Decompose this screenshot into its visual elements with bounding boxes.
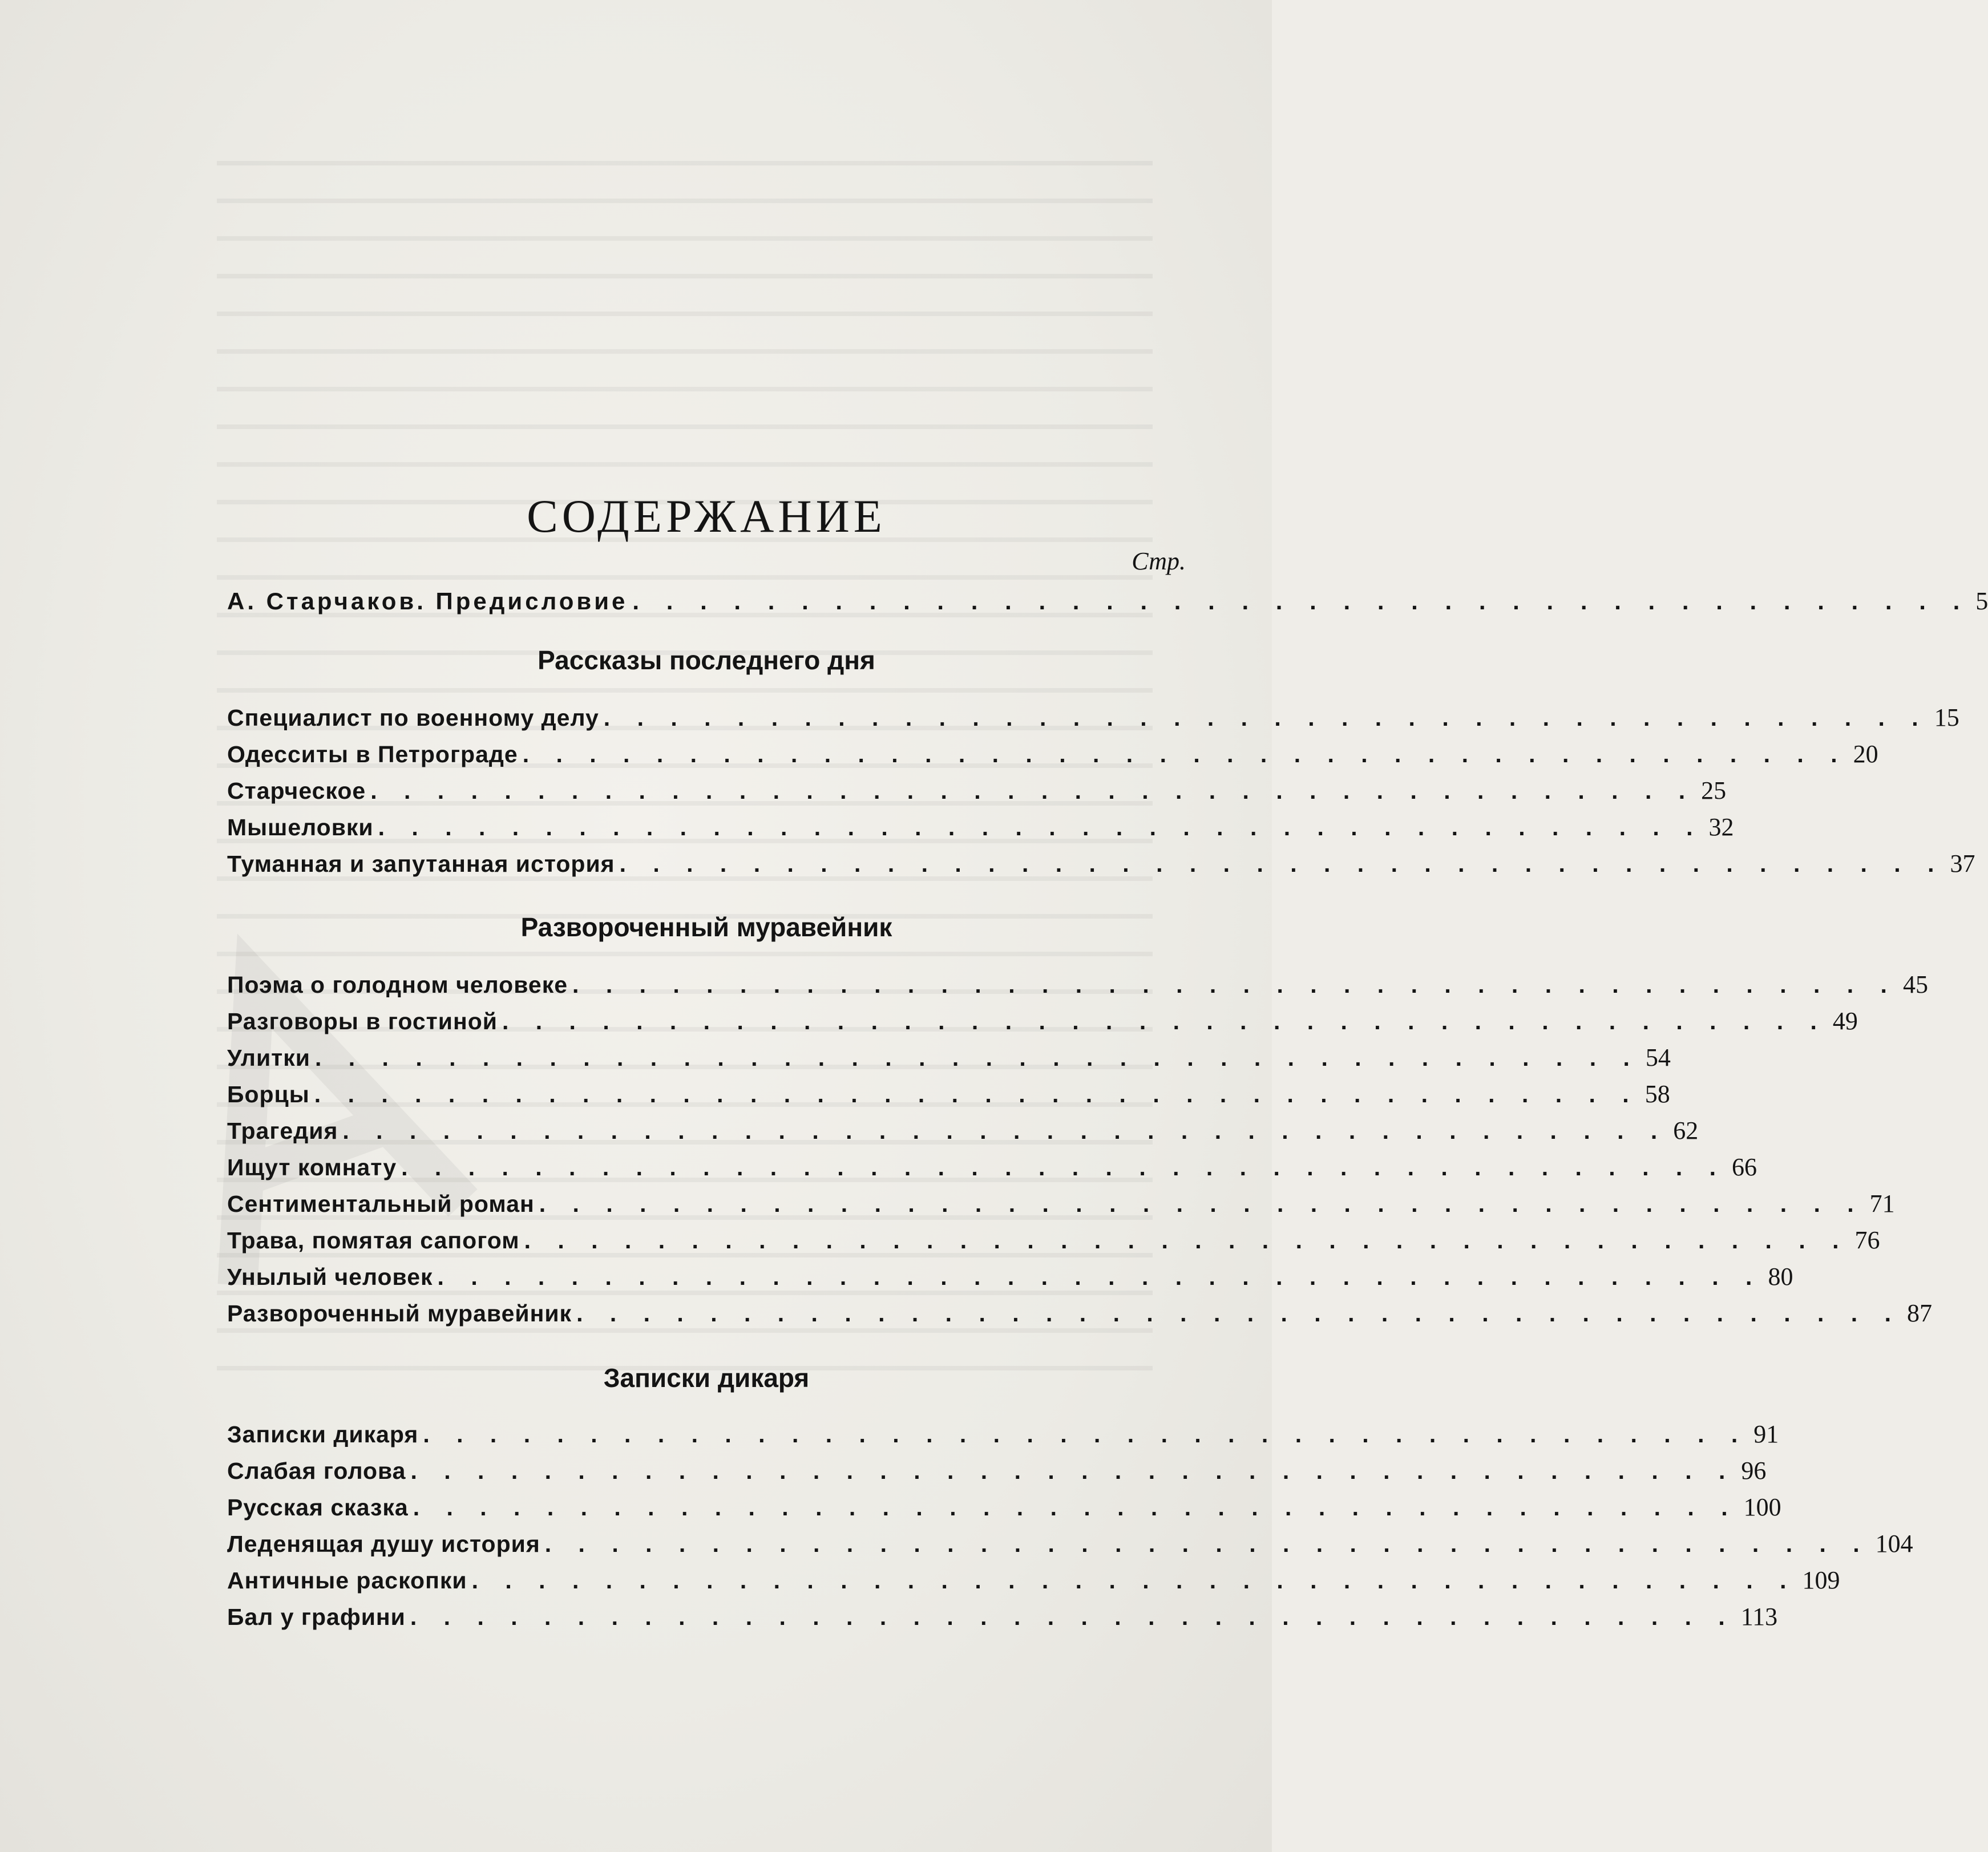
entry-title: Бал у графини — [227, 1604, 406, 1630]
toc-entry — [227, 1529, 1913, 1562]
leader-dots: . . . . . . . . . . . . . . . . . . . . . . . . . . . . . . . . . . . . . . . . — [410, 1458, 1736, 1484]
leader-dots: . . . . . . . . . . . . . . . . . . . . . . . . . . . . . . . . . . . . . . . . — [471, 1567, 1797, 1594]
toc-entry — [227, 849, 1975, 882]
toc-entry — [227, 739, 1878, 773]
entry-title: Записки дикаря — [227, 1421, 419, 1447]
entry-page: 104 — [1875, 1530, 1913, 1558]
entry-page: 87 — [1906, 1299, 1932, 1327]
leader-dots: . . . . . . . . . . . . . . . . . . . . . . . . . . . . . . . . . . . . . . . . — [572, 972, 1897, 998]
entry-title: Унылый человек — [227, 1264, 433, 1290]
toc-entry — [227, 1566, 1840, 1599]
toc-entry — [227, 1420, 1779, 1453]
entry-title: Леденящая душу история — [227, 1531, 540, 1557]
section-heading: Развороченный муравейник — [520, 912, 892, 942]
leader-dots: . . . . . . . . . . . . . . . . . . . . . . . . . . . . . . . . . . . . . . . . — [370, 778, 1696, 804]
toc-entry — [227, 1006, 1858, 1040]
entry-page: 100 — [1743, 1493, 1781, 1521]
entry-title: Ищут комнату — [227, 1154, 397, 1180]
entry-page: 71 — [1869, 1190, 1895, 1218]
toc-entry — [227, 703, 1959, 736]
entry-page: 20 — [1853, 740, 1878, 768]
entry-page: 58 — [1644, 1080, 1670, 1108]
toc-entry — [227, 1493, 1781, 1526]
entry-page: 113 — [1740, 1603, 1778, 1631]
section-heading: Записки дикаря — [603, 1363, 810, 1393]
entry-title: Русская сказка — [227, 1494, 409, 1521]
toc-entry — [227, 1153, 1757, 1186]
leader-dots: . . . . . . . . . . . . . . . . . . . . . . . . . . . . . . . . . . . . . . . . — [413, 1494, 1738, 1521]
entry-title: Трагедия — [227, 1118, 338, 1144]
leader-dots: . . . . . . . . . . . . . . . . . . . . . . . . . . . . . . . . . . . . . . . . — [437, 1264, 1763, 1290]
entry-title: Развороченный муравейник — [227, 1300, 572, 1327]
leader-dots: . . . . . . . . . . . . . . . . . . . . . . . . . . . . . . . . . . . . . . . . — [378, 814, 1703, 840]
leader-dots: . . . . . . . . . . . . . . . . . . . . . . . . . . . . . . . . . . . . . . . . — [410, 1604, 1735, 1630]
entry-page: 49 — [1832, 1007, 1858, 1035]
entry-title: Борцы — [227, 1081, 310, 1107]
leader-dots: . . . . . . . . . . . . . . . . . . . . . . . . . . . . . . . . . . . . . . . . — [314, 1045, 1640, 1071]
entry-title: Поэма о голодном человеке — [227, 972, 568, 998]
leader-dots: . . . . . . . . . . . . . . . . . . . . . . . . . . . . . . . . . . . . . . . . — [502, 1008, 1827, 1034]
entry-title: Туманная и запутанная история — [227, 851, 615, 877]
leader-dots: . . . . . . . . . . . . . . . . . . . . . . . . . . . . . . . . . . . . . . . . — [632, 588, 1970, 614]
page-column-label: Стр. — [1132, 547, 1186, 575]
entry-page: 32 — [1708, 813, 1734, 841]
entry-title: Специалист по военному делу — [227, 705, 599, 731]
leader-dots: . . . . . . . . . . . . . . . . . . . . . . . . . . . . . . . . . . . . . . . . — [522, 741, 1848, 767]
entry-title: А. Старчаков. Предисловие — [227, 588, 628, 614]
entry-title: Одесситы в Петрограде — [227, 741, 518, 767]
entry-page: 45 — [1902, 971, 1928, 998]
entry-title: Слабая голова — [227, 1458, 406, 1484]
leader-dots: . . . . . . . . . . . . . . . . . . . . . . . . . . . . . . . . . . . . . . . . — [524, 1227, 1849, 1253]
toc-entry — [227, 776, 1727, 809]
toc-entry — [227, 1116, 1699, 1149]
leader-dots: . . . . . . . . . . . . . . . . . . . . . . . . . . . . . . . . . . . . . . . . — [342, 1118, 1668, 1144]
entry-title: Трава, помятая сапогом — [227, 1227, 520, 1253]
entry-page: 25 — [1701, 777, 1727, 804]
entry-title: Античные раскопки — [227, 1567, 467, 1594]
leader-dots: . . . . . . . . . . . . . . . . . . . . . . . . . . . . . . . . . . . . . . . . — [576, 1300, 1901, 1327]
leader-dots: . . . . . . . . . . . . . . . . . . . . . . . . . . . . . . . . . . . . . . . . — [544, 1531, 1870, 1557]
toc-entry — [227, 1079, 1670, 1113]
leader-dots: . . . . . . . . . . . . . . . . . . . . . . . . . . . . . . . . . . . . . . . . — [314, 1081, 1639, 1107]
toc-entry — [227, 812, 1734, 846]
leader-dots: . . . . . . . . . . . . . . . . . . . . . . . . . . . . . . . . . . . . . . . . — [603, 705, 1929, 731]
entry-page: 96 — [1741, 1457, 1767, 1485]
entry-title: Улитки — [227, 1045, 310, 1071]
entry-page: 37 — [1950, 850, 1975, 878]
leader-dots: . . . . . . . . . . . . . . . . . . . . . . . . . . . . . . . . . . . . . . . . — [401, 1154, 1727, 1180]
entry-title: Старческое — [227, 778, 366, 804]
entry-page: 80 — [1768, 1263, 1793, 1291]
page-title: СОДЕРЖАНИЕ — [527, 490, 886, 542]
toc-entry-preface — [227, 587, 1988, 620]
toc-entry — [227, 1189, 1895, 1222]
entry-page: 15 — [1934, 703, 1959, 731]
section-heading: Рассказы последнего дня — [538, 645, 875, 675]
entry-page: 62 — [1673, 1117, 1699, 1145]
toc-entry — [227, 1299, 1932, 1332]
toc-entry — [227, 1043, 1671, 1076]
entry-page: 66 — [1732, 1153, 1757, 1181]
entry-page: 109 — [1802, 1566, 1840, 1594]
toc-entry — [227, 1456, 1767, 1489]
toc-entry — [227, 970, 1928, 1003]
entry-page: 91 — [1753, 1420, 1779, 1448]
toc-entry — [227, 1262, 1793, 1295]
leader-dots: . . . . . . . . . . . . . . . . . . . . . . . . . . . . . . . . . . . . . . . . — [539, 1191, 1864, 1217]
entry-title: Мышеловки — [227, 814, 374, 840]
leader-dots: . . . . . . . . . . . . . . . . . . . . . . . . . . . . . . . . . . . . . . . . — [619, 851, 1945, 877]
entry-title: Разговоры в гостиной — [227, 1008, 498, 1034]
toc-entry — [227, 1226, 1880, 1259]
toc-entry — [227, 1602, 1778, 1635]
entry-page: 5 — [1975, 587, 1988, 615]
entry-page: 76 — [1854, 1226, 1880, 1254]
leader-dots: . . . . . . . . . . . . . . . . . . . . . . . . . . . . . . . . . . . . . . . . — [423, 1421, 1748, 1447]
entry-page: 54 — [1645, 1044, 1671, 1071]
entry-title: Сентиментальный роман — [227, 1191, 535, 1217]
